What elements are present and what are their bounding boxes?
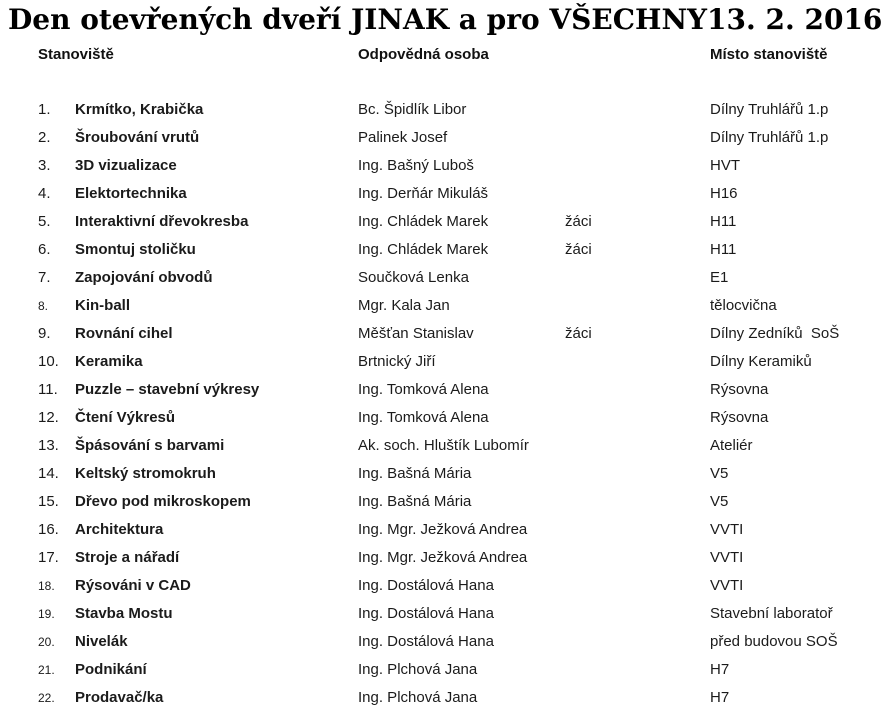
- table-row: [0, 348, 889, 376]
- person-name: Bc. Špidlík Libor: [358, 101, 467, 119]
- table-row: [0, 264, 889, 292]
- place-name: Rýsovna: [710, 409, 769, 427]
- person-name: Ing. Chládek Marek: [358, 241, 489, 259]
- table-row: [0, 320, 889, 348]
- place-name: E1: [710, 269, 729, 287]
- person-name: Ing. Bašný Luboš: [358, 157, 474, 175]
- person-name: Ing. Dostálová Hana: [358, 633, 494, 651]
- station-name: Architektura: [75, 521, 164, 539]
- person-name: Měšťan Stanislav: [358, 325, 474, 343]
- place-name: před budovou SOŠ: [710, 633, 838, 651]
- table-row: [0, 628, 889, 656]
- station-name: Elektortechnika: [75, 185, 187, 203]
- person-name: Ing. Chládek Marek: [358, 213, 489, 231]
- place-name: H7: [710, 689, 730, 707]
- table-row: [0, 516, 889, 544]
- table-row: [0, 152, 889, 180]
- person-name: Ing. Dostálová Hana: [358, 605, 494, 623]
- place-name: VVTI: [710, 521, 744, 539]
- table-row: [0, 544, 889, 572]
- place-name: HVT: [710, 157, 740, 175]
- station-name: Rýsováni v CAD: [75, 577, 191, 595]
- station-name: Zapojování obvodů: [75, 269, 213, 287]
- table-row: [0, 460, 889, 488]
- row-number: 1.: [38, 101, 51, 119]
- row-number: 4.: [38, 185, 51, 203]
- station-name: Interaktivní dřevokresba: [75, 213, 249, 231]
- place-name: tělocvična: [710, 297, 777, 315]
- row-number: 11.: [38, 381, 58, 399]
- person-name: Ing. Mgr. Ježková Andrea: [358, 521, 528, 539]
- place-name: H11: [710, 213, 737, 231]
- person-name: Ak. soch. Hluštík Lubomír: [358, 437, 529, 455]
- person-name: Ing. Dostálová Hana: [358, 577, 494, 595]
- row-number: 9.: [38, 325, 51, 343]
- station-name: Stavba Mostu: [75, 605, 173, 623]
- station-name: Dřevo pod mikroskopem: [75, 493, 251, 511]
- place-name: Ateliér: [710, 437, 753, 455]
- place-name: Dílny Truhlářů 1.p: [710, 129, 829, 147]
- station-name: Prodavač/ka: [75, 689, 164, 707]
- row-number: 14.: [38, 465, 59, 483]
- row-number: 6.: [38, 241, 51, 259]
- column-header-station: Stanoviště: [38, 45, 114, 63]
- person-name: Ing. Derňár Mikuláš: [358, 185, 489, 203]
- row-number: 16.: [38, 521, 59, 539]
- table-row: [0, 292, 889, 320]
- person-name: Ing. Tomková Alena: [358, 381, 489, 399]
- station-name: Šroubování vrutů: [75, 129, 200, 147]
- table-row: [0, 572, 889, 600]
- person-name: Mgr. Kala Jan: [358, 297, 450, 315]
- person-name: Palinek Josef: [358, 129, 448, 147]
- group-label: žáci: [565, 213, 592, 231]
- event-date: 13. 2. 2016: [707, 3, 883, 36]
- place-name: Stavební laboratoř: [710, 605, 833, 623]
- person-name: Ing. Tomková Alena: [358, 409, 489, 427]
- station-table-rows: [0, 96, 889, 712]
- station-name: Krmítko, Krabička: [75, 101, 204, 119]
- place-name: Rýsovna: [710, 381, 769, 399]
- table-row: [0, 684, 889, 712]
- row-number: 10.: [38, 353, 59, 371]
- station-name: Smontuj stoličku: [75, 241, 196, 259]
- row-number: 7.: [38, 269, 51, 287]
- person-name: Ing. Bašná Mária: [358, 493, 472, 511]
- station-name: Podnikání: [75, 661, 147, 679]
- person-name: Ing. Plchová Jana: [358, 689, 478, 707]
- table-row: [0, 96, 889, 124]
- table-header: [0, 46, 889, 63]
- row-number: 12.: [38, 409, 59, 427]
- station-name: Špásování s barvami: [75, 437, 225, 455]
- table-row: [0, 376, 889, 404]
- row-number: 17.: [38, 549, 59, 567]
- title-bar: [0, 0, 889, 38]
- row-number: 15.: [38, 493, 59, 511]
- person-name: Ing. Plchová Jana: [358, 661, 478, 679]
- table-row: [0, 124, 889, 152]
- person-name: Ing. Bašná Mária: [358, 465, 472, 483]
- place-name: Dílny Truhlářů 1.p: [710, 101, 829, 119]
- place-name: H7: [710, 661, 730, 679]
- station-name: 3D vizualizace: [75, 157, 177, 175]
- row-number: 22.: [38, 690, 55, 705]
- place-name: V5: [710, 465, 729, 483]
- row-number: 18.: [38, 578, 55, 593]
- table-row: [0, 236, 889, 264]
- group-label: žáci: [565, 325, 592, 343]
- table-row: [0, 404, 889, 432]
- place-name: VVTI: [710, 577, 744, 595]
- column-header-person: Odpovědná osoba: [358, 45, 489, 63]
- row-number: 2.: [38, 129, 51, 147]
- row-number: 3.: [38, 157, 51, 175]
- person-name: Brtnický Jiří: [358, 353, 436, 371]
- place-name: Dílny Keramiků: [710, 353, 812, 371]
- table-row: [0, 432, 889, 460]
- place-name: H16: [710, 185, 738, 203]
- person-name: Ing. Mgr. Ježková Andrea: [358, 549, 528, 567]
- row-number: 8.: [38, 298, 49, 313]
- row-number: 19.: [38, 606, 55, 621]
- station-name: Rovnání cihel: [75, 325, 173, 343]
- station-name: Čtení Výkresů: [75, 409, 176, 427]
- table-row: [0, 208, 889, 236]
- station-name: Keramika: [75, 353, 143, 371]
- station-name: Kin-ball: [75, 297, 130, 315]
- place-name: Dílny Zedníků SoŠ: [710, 325, 840, 343]
- station-name: Keltský stromokruh: [75, 465, 216, 483]
- page-title: Den otevřených dveří JINAK a pro VŠECHNY: [8, 3, 708, 36]
- person-name: Součková Lenka: [358, 269, 469, 287]
- table-row: [0, 600, 889, 628]
- row-number: 5.: [38, 213, 51, 231]
- group-label: žáci: [565, 241, 592, 259]
- row-number: 13.: [38, 437, 59, 455]
- station-name: Puzzle – stavební výkresy: [75, 381, 260, 399]
- place-name: H11: [710, 241, 737, 259]
- station-name: Nivelák: [75, 633, 128, 651]
- column-header-place: Místo stanoviště: [710, 45, 828, 63]
- place-name: V5: [710, 493, 729, 511]
- table-row: [0, 180, 889, 208]
- table-row: [0, 656, 889, 684]
- place-name: VVTI: [710, 549, 744, 567]
- station-name: Stroje a nářadí: [75, 549, 180, 567]
- table-row: [0, 488, 889, 516]
- row-number: 20.: [38, 634, 55, 649]
- row-number: 21.: [38, 662, 55, 677]
